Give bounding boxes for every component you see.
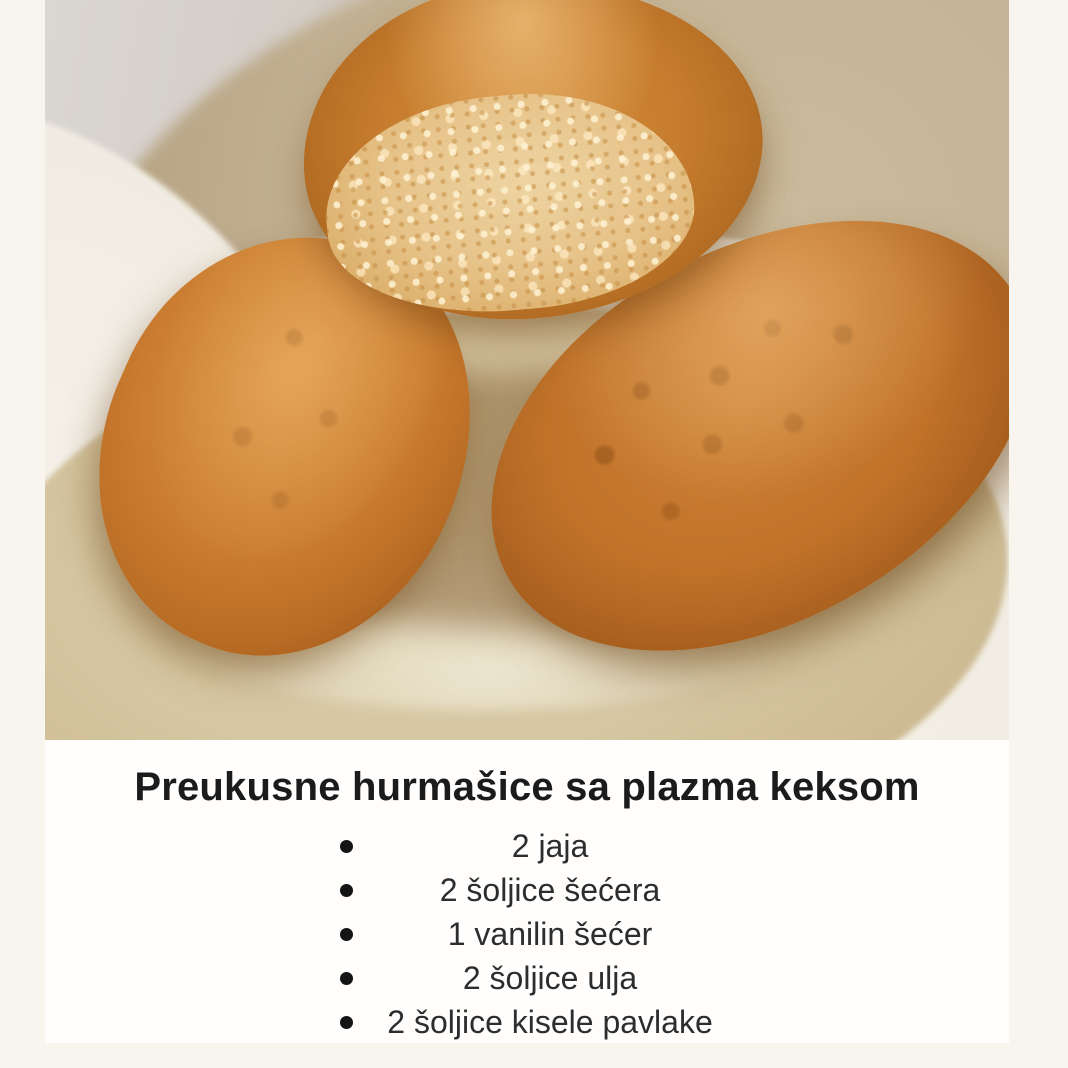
bullet-icon — [340, 1016, 353, 1029]
ingredient-text: 2 šoljice kisele pavlake — [387, 1004, 713, 1040]
bullet-icon — [340, 928, 353, 941]
ingredient-item — [300, 956, 800, 1000]
ingredient-item — [300, 1000, 800, 1043]
dumpling-crumb-interior — [317, 79, 702, 325]
recipe-text-panel — [45, 740, 1009, 1043]
ingredient-item — [300, 912, 800, 956]
ingredient-item — [300, 868, 800, 912]
ingredient-text: 1 vanilin šećer — [447, 916, 653, 952]
ingredient-text: 2 šoljice ulja — [462, 960, 638, 996]
bullet-icon — [340, 840, 353, 853]
ingredient-item — [300, 824, 800, 868]
ingredient-list — [300, 824, 800, 1043]
bullet-icon — [340, 972, 353, 985]
dessert-photo — [45, 0, 1009, 740]
ingredient-text: 2 jaja — [511, 828, 589, 864]
bullet-icon — [340, 884, 353, 897]
recipe-title: Preukusne hurmašice sa plazma keksom — [134, 765, 920, 809]
ingredient-text: 2 šoljice šećera — [439, 872, 661, 908]
